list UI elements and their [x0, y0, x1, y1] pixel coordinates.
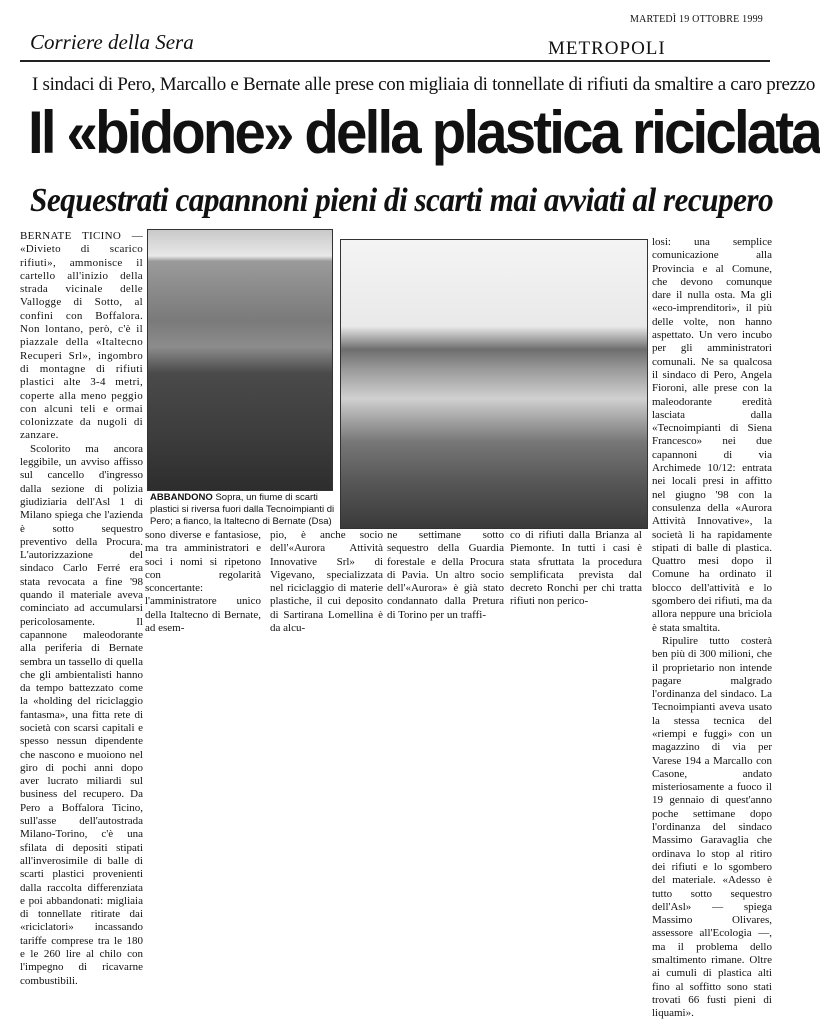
column-paragraph: Scolorito ma ancora leggibile, un avviso affisso sul cancello d'ingresso dalla sezione di polizia giudiziaria dell'Asl 1 di Milano spiega che l'azienda è sotto sequestro preventivo della Procura. L'autorizzazione del sindaco Carlo Ferré era stata revocata a fine '98 quando il materiale aveva cominciato ad accumularsi pericolosamente. Il capannone maleodorante alla periferia di Bernate sembra un tassello di quella che gli ambientalisti hanno da tempo battezzato come la «holding del riciclaggio fantasma», una fitta rete di società con scarsi capitali e spesso nessun dipendente che nascono e muoiono nel giro di pochi anni dopo aver lucrato miliardi sul business del recupero. Da Pero a Boffalora Ticino, sull'asse dell'autostrada Milano-Torino, c'è una sfilata di depositi stipati all'inverosimile di balle di scarti plastici provenienti dalla raccolta differenziata e poi abbandonati: migliaia di tonnellate ritirate dai «riciclatori» incassando tariffe comprese tra le 180 e le 260 lire al chilo con l'impegno di ricavarne combustibili.: [20, 442, 143, 987]
newspaper-masthead: Corriere della Sera: [30, 30, 194, 54]
article-column-2: [145, 529, 261, 635]
issue-date: MARTEDÌ 19 OTTOBRE 1999: [630, 14, 763, 25]
column-paragraph: pio, è anche socio dell'«Aurora Attività Innovative Srl» di Vigevano, specializzata nel riciclaggio di materie plastiche, il cui deposito di Sartirana Lomellina è da alcu-: [270, 529, 383, 635]
article-subheadline: Sequestrati capannoni pieni di scarti mai avviati al recupero: [30, 182, 774, 219]
article-column-4b: [510, 529, 642, 608]
photo-italtecno-bernate: [147, 229, 333, 491]
header-rule: [20, 60, 770, 62]
article-column-5: [652, 236, 772, 1020]
article-column-1: [20, 230, 143, 987]
column-paragraph: co di rifiuti dalla Brianza al Piemonte. In tutti i casi è stata sfruttata la procedura semplificata prevista dal decreto Ronchi per chi tratta rifiuti non perico-: [510, 529, 642, 608]
column-paragraph: ne settimane sotto sequestro della Guardia forestale e della Procura di Pavia. Un altro socio dell'«Aurora» è già stato condannato dalla Pretura di Torino per un traffi-: [387, 529, 504, 621]
photo-tecnoimpianti-pero: [340, 239, 648, 529]
caption-label: ABBANDONO: [150, 492, 213, 503]
article-column-4: [387, 529, 504, 621]
caption-text: Sopra, un fiume di scarti plastici si riversa fuori dalla Tecnoimpianti di Pero; a fianco, la Italtecno di Bernate (Dsa): [150, 492, 335, 527]
section-title: METROPOLI: [548, 38, 666, 59]
article-headline: Il «bidone» della plastica riciclata: [28, 99, 820, 166]
article-column-3: [270, 529, 383, 635]
column-paragraph: sono diverse e fantasiose, ma tra amministratori e soci i nomi si ripetono con regolarità sconcertante: l'amministratore unico della Italtecno di Bernate, ad esem-: [145, 529, 261, 635]
column-paragraph: Ripulire tutto costerà ben più di 300 milioni, che il proprietario non intende pagare malgrado l'ordinanza del sindaco. La Tecnoimpianti aveva usato la stessa tecnica del «riempi e fuggi» con un magazzino di via per Varese 194 a Marcallo con Casone, andato misteriosamente a fuoco il 19 gennaio di quest'anno poche settimane dopo l'ordinanza del sindaco Massimo Garavaglia che ordinava lo stop al ritiro dei rifiuti e lo sgombero del materiale. «Adesso è tutto sotto sequestro dell'Asl» — spiega Massimo Olivares, assessore all'Ecologia —, ma il problema dello smaltimento rimane. Oltre ai cumuli di plastica alti fino al soffitto sono stati trovati 66 fusti pieni di liquami».: [652, 634, 772, 1020]
photo-caption: [150, 492, 336, 528]
column-paragraph: BERNATE TICINO — «Divieto di scarico rifiuti», ammonisce il cartello all'inizio della strada vicinale delle Vallogge di Sotto, al confini con Boffalora. Non lontano, però, c'è il piazzale della «Italtecno Recuperi Srl», ingombro di montagne di rifiuti plastici alte 3-4 metri, coperte alla meno peggio con alcuni teli e ormai colonizzate da nugoli di zanzare.: [20, 230, 143, 442]
article-kicker: I sindaci di Pero, Marcallo e Bernate alle prese con migliaia di tonnellate di rifiuti da smaltire a caro prezzo: [32, 74, 816, 95]
column-paragraph: losi: una semplice comunicazione alla Provincia e al Comune, che devono comunque dare il nulla osta. Ma gli «eco-imprenditori», il più delle volte, non hanno aspettato. Un vero incubo per gli amministratori comunali. Ne sa qualcosa il sindaco di Pero, Angela Fioroni, alle prese con la maleodorante eredità lasciata dalla «Tecnoimpianti di Siena Francesco» nei due capannoni di via Archimede 10/12: entrata nei locali presi in affitto nel giugno '98 con la consulenza della «Aurora Attività Innovative», la società li ha rapidamente stipati di balle di plastica. Quattro mesi dopo il Comune ha ordinato il blocco dell'attività e lo sgombero dei rifiuti, ma da allora neppure una briciola è stata smaltita.: [652, 236, 772, 634]
